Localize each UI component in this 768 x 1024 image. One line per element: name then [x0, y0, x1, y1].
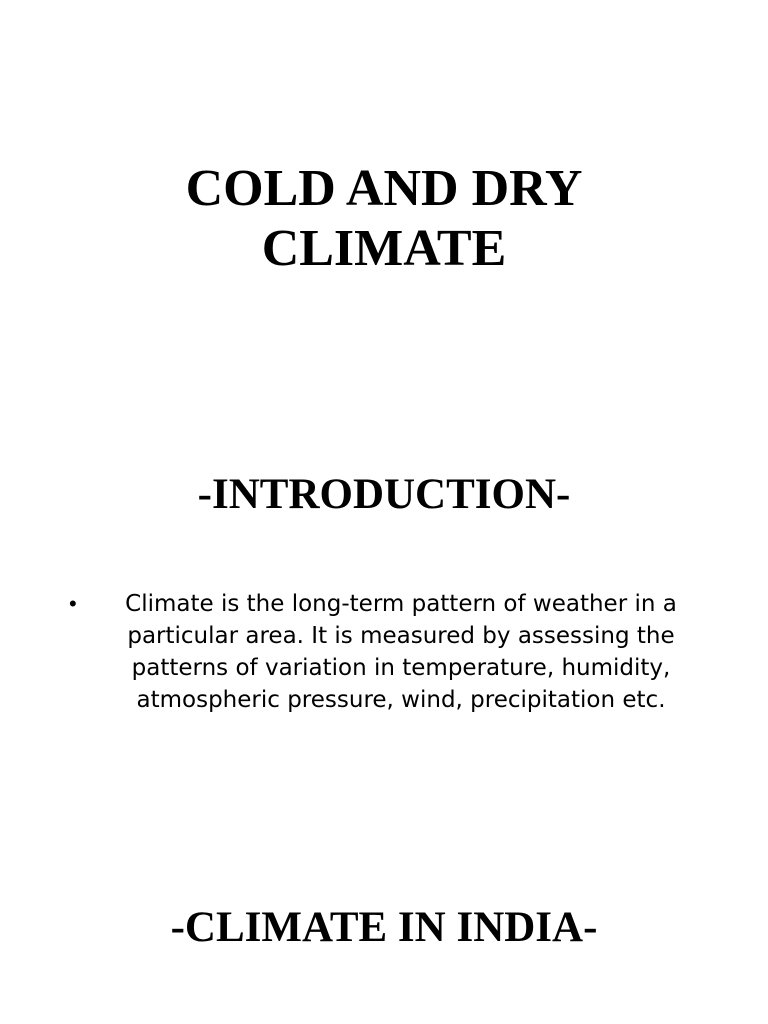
title-line-2: CLIMATE: [261, 220, 507, 277]
bullet-text: Climate is the long-term pattern of weather in a particular area. It is measured by assessing the patterns of variation in temperature, humidity, atmospheric pressure, wind, precipitation etc.: [125, 591, 677, 713]
introduction-heading: -INTRODUCTION-: [197, 471, 571, 518]
title-line-1: COLD AND DRY: [185, 160, 583, 217]
introduction-bullet-list: [60, 588, 720, 716]
climate-in-india-heading: -CLIMATE IN INDIA-: [170, 904, 598, 951]
bullet-icon: •: [69, 591, 77, 616]
bullet-item-climate-definition: [60, 588, 720, 716]
